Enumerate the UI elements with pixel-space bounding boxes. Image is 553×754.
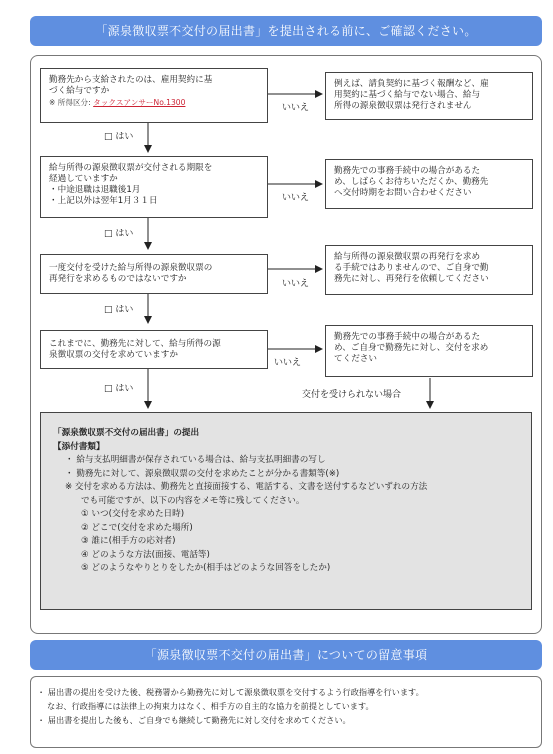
yes-label: □ はい [104,384,134,394]
answer-4: 勤務先での事務手続中の場合があるた め、ご自身で勤務先に対し、交付を求め てください [325,325,533,377]
attachment-item: ・ 勤務先に対して、源泉徴収票の交付を求めたことが分かる書類等(※) [65,468,340,479]
memo-item: ① いつ(交付を求めた日時) [81,509,185,519]
yes-label: □ はい [104,132,134,142]
note-line: ・ 届出書の提出を受けた後、税務署から勤務先に対して源泉徴収票を交付するよう行政指導を行います。 [37,687,424,697]
note-line: ・ 届出書を提出した後も、ご自身でも継続して勤務先に対し交付を求めてください。 [37,715,351,725]
question-3: 一度交付を受けた給与所得の源泉徴収票の 再発行を求めるものではないですか [40,254,268,294]
yes-label: □ はい [104,229,134,239]
note-line: なお、行政指導には法律上の拘束力はなく、相手方の自主的な協力を前提としています。 [47,701,374,711]
not-received-label: 交付を受けられない場合 [302,390,402,400]
top-banner: 「源泉徴収票不交付の届出書」を提出される前に、ご確認ください。 [30,16,542,46]
memo-item: ② どこで(交付を求めた場所) [81,522,193,533]
notes-banner: 「源泉徴収票不交付の届出書」についての留意事項 [30,640,542,670]
answer-1: 例えば、請負契約に基づく報酬など、雇 用契約に基づく給与でない場合、給与 所得の源泉徴収票は発行されません [325,72,533,120]
attachments-title: 【添付書類】 [53,441,105,452]
notes-box [30,676,542,748]
answer-2: 勤務先での事務手続中の場合があるた め、しばらくお待ちいただくか、勤務先 へ交付時期をお問い合わせください [325,159,533,209]
no-label: いいえ [282,103,310,113]
no-label: いいえ [274,358,302,368]
memo-item: ③ 誰に(相手方の応対者) [81,536,176,546]
submission-box [40,412,532,610]
memo-item: ④ どのような方法(面接、電話等) [81,549,210,560]
answer-3: 給与所得の源泉徴収票の再発行を求め る手続ではありませんので、ご自身で勤 務先に対し、再発行を依頼してください [325,245,533,295]
question-2: 給与所得の源泉徴収票が交付される期限を 経過していますか ・中途退職は退職後1月 ・上記以外は翌年1月３１日 [40,156,268,218]
question-1-line: 勤務先から支給されたのは、雇用契約に基 [49,75,213,85]
question-4: これまでに、勤務先に対して、給与所得の源 泉徴収票の交付を求めていますか [40,330,268,369]
no-label: いいえ [282,193,310,203]
income-category-note: ※ 所得区分: タックスアンサーNo.1300 [49,98,186,107]
yes-label: □ はい [104,305,134,315]
question-1 [40,68,268,123]
method-note: ※ 交付を求める方法は、勤務先と直接面接する、電話する、文書を送付するなどいずれの方法 [65,482,428,492]
method-note-cont: でも可能ですが、以下の内容をメモ等に残してください。 [81,495,305,506]
attachment-item: ・ 給与支払明細書が保存されている場合は、給与支払明細書の写し [65,455,326,465]
submission-title: 「源泉徴収票不交付の届出書」の提出 [53,428,200,438]
tax-answer-link[interactable]: タックスアンサーNo.1300 [93,98,186,107]
memo-item: ⑤ どのようなやりとりをしたか(相手はどのような回答をしたか) [81,563,331,573]
question-1-line: づく給与ですか [49,86,110,96]
no-label: いいえ [282,279,310,289]
